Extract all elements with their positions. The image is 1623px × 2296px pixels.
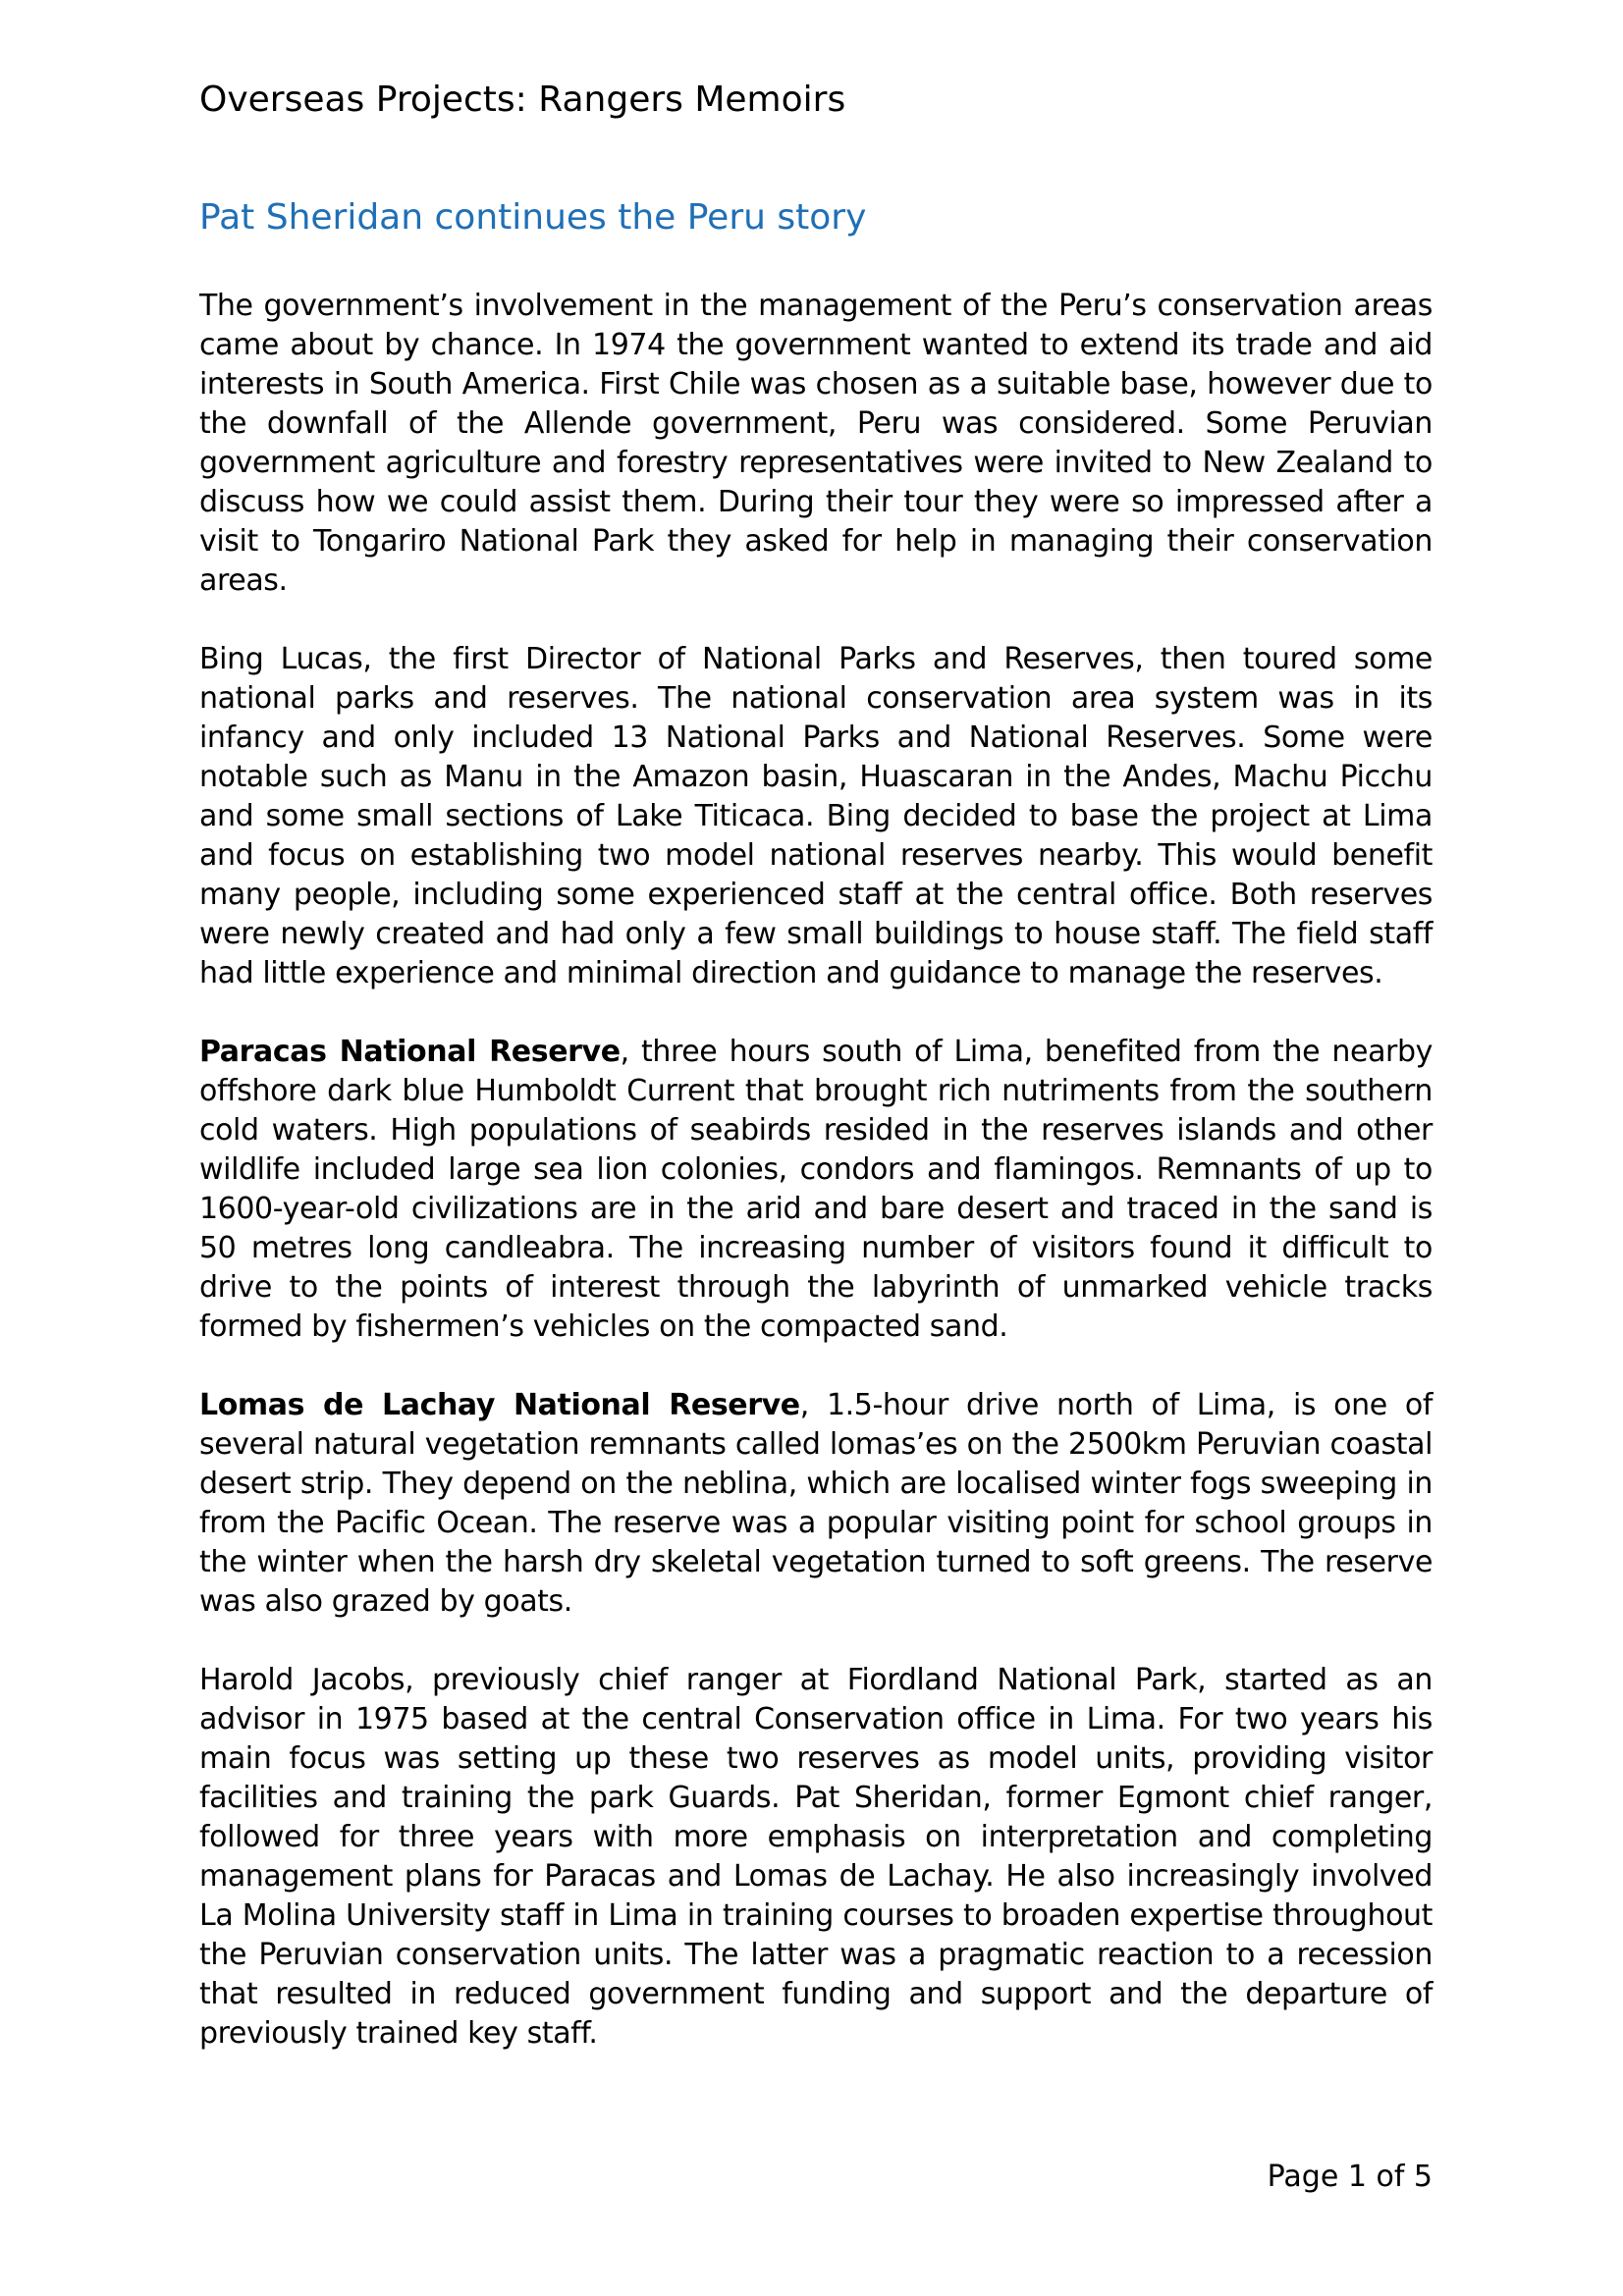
paragraph-lead: Lomas de Lachay National Reserve [199, 1388, 800, 1422]
paragraph-text: , 1.5-hour drive north of Lima, is one of several natural vegetation remnants called lomas’es on the 2500km Peruvian coastal desert strip. They depend on the neblina, which are localised winter fogs sweeping in from the Pacific Ocean. The reserve was a popular visiting point for school groups in the winter when the harsh dry skeletal vegetation turned to soft greens. The reserve was also grazed by goats. [199, 1388, 1433, 1619]
paragraph-intro [199, 287, 1433, 601]
paragraph-harold-jacobs [199, 1661, 1433, 2054]
paragraph-text: , three hours south of Lima, benefited from the nearby offshore dark blue Humboldt Current that brought rich nutriments from the southern cold waters. High populations of seabirds resided in the reserves islands and other wildlife included large sea lion colonies, condors and flamingos. Remnants of up to 1600-year-old civilizations are in the arid and bare desert and traced in the sand is 50 metres long candleabra. The increasing number of visitors found it difficult to drive to the points of interest through the labyrinth of unmarked vehicle tracks formed by fishermen’s vehicles on the compacted sand. [199, 1035, 1433, 1344]
paragraph-lomas-de-lachay [199, 1386, 1433, 1622]
paragraph-text: Harold Jacobs, previously chief ranger at Fiordland National Park, started as an advisor in 1975 based at the central Conservation office in Lima. For two years his main focus was setting up these two reserves as model units, providing visitor facilities and training the park Guards. Pat Sheridan, former Egmont chief ranger, followed for three years with more emphasis on interpretation and completing management plans for Paracas and Lomas de Lachay. He also increasingly involved La Molina University staff in Lima in training courses to broaden expertise throughout the Peruvian conservation units. The latter was a pragmatic reaction to a recession that resulted in reduced government funding and support and the departure of previously trained key staff. [199, 1663, 1433, 2051]
article-title: Pat Sheridan continues the Peru story [199, 197, 867, 238]
page-header: Overseas Projects: Rangers Memoirs [199, 80, 846, 120]
paragraph-paracas [199, 1033, 1433, 1347]
paragraph-lead: Paracas National Reserve [199, 1035, 621, 1069]
article-body [199, 287, 1433, 2093]
paragraph-text: The government’s involvement in the management of the Peru’s conservation areas came about by chance. In 1974 the government wanted to extend its trade and aid interests in South America. First Chile was chosen as a suitable base, however due to the downfall of the Allende government, Peru was considered. Some Peruvian government agriculture and forestry representatives were invited to New Zealand to discuss how we could assist them. During their tour they were so impressed after a visit to Tongariro National Park they asked for help in managing their conservation areas. [199, 289, 1433, 598]
paragraph-text: Bing Lucas, the first Director of National Parks and Reserves, then toured some national parks and reserves. The national conservation area system was in its infancy and only included 13 National Parks and National Reserves. Some were notable such as Manu in the Amazon basin, Huascaran in the Andes, Machu Picchu and some small sections of Lake Titicaca. Bing decided to base the project at Lima and focus on establishing two model national reserves nearby. This would benefit many people, including some experienced staff at the central office. Both reserves were newly created and had only a few small buildings to house staff. The field staff had little experience and minimal direction and guidance to manage the reserves. [199, 642, 1433, 990]
paragraph-bing-lucas [199, 640, 1433, 993]
page-number: Page 1 of 5 [1267, 2160, 1433, 2194]
